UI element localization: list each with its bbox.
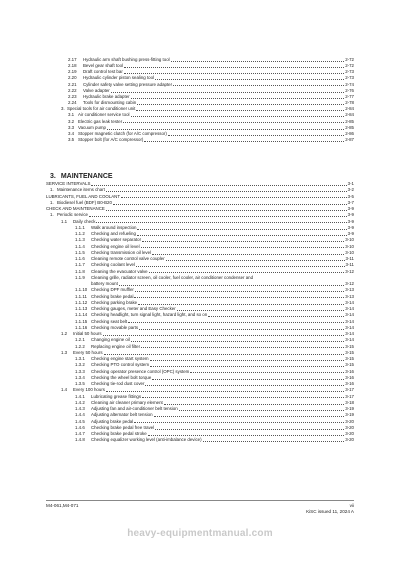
toc-entry[interactable] — [0, 350, 400, 356]
toc-entry-page: 2-72 — [345, 57, 354, 62]
toc-entry[interactable] — [0, 306, 400, 312]
toc-entry-page: 3-17 — [345, 387, 354, 393]
toc-entry-number: 1.4.3 — [75, 406, 85, 411]
toc-entry-number: 1.1.8 — [75, 268, 85, 274]
toc-leader-dots — [164, 404, 344, 405]
toc-entry-page: 3-14 — [345, 306, 354, 311]
toc-entry[interactable] — [0, 131, 400, 137]
toc-entry[interactable] — [0, 106, 400, 112]
toc-entry-number: 1.2.2 — [75, 343, 85, 349]
toc-entry-page: 3-20 — [345, 424, 354, 430]
toc-entry-page: 3-13 — [345, 293, 354, 299]
toc-entry[interactable] — [0, 137, 400, 143]
footer-page-info — [306, 503, 354, 515]
toc-entry-label-continued: battery mount — [91, 281, 118, 286]
toc-entry-page: 3-14 — [345, 312, 354, 318]
toc-entry[interactable] — [0, 112, 400, 118]
toc-entry-number: 1.1.3 — [75, 237, 85, 243]
toc-entry[interactable] — [0, 381, 400, 387]
toc-entry-label: Replacing engine oil filter — [91, 343, 141, 349]
toc-entry[interactable] — [0, 400, 400, 406]
toc-entry[interactable] — [0, 387, 400, 393]
toc-leader-dots — [106, 391, 344, 392]
toc-entry-page: 3-14 — [345, 331, 354, 336]
toc-entry-label: Stopper magnetic clutch (for A/C compressor) — [78, 130, 167, 136]
toc-entry-label: Checking brake pedal stroke — [91, 431, 147, 436]
toc-entry[interactable] — [0, 88, 400, 94]
toc-leader-dots — [138, 304, 344, 305]
toc-entry-page: 2-85 — [345, 124, 354, 130]
toc-entry-label: Cleaning the evacuator valve — [91, 268, 148, 274]
toc-entry-page: 3-5 — [347, 193, 354, 199]
toc-entry-label: Checking parking brake — [91, 299, 138, 305]
toc-leader-dots — [104, 354, 344, 355]
toc-entry-number: 1.4.7 — [75, 431, 85, 436]
toc-entry-label: Checking DPF muffler — [91, 287, 134, 293]
toc-entry-label: Checking tie-rod dust cover — [91, 381, 145, 386]
toc-entry-label: Biodiesel fuel (BDF) B0-B20 — [57, 199, 112, 205]
toc-leader-dots — [155, 429, 344, 430]
toc-entry[interactable] — [0, 431, 400, 437]
toc-leader-dots — [119, 285, 344, 286]
toc-entry-page: 3-2 — [347, 187, 354, 193]
toc-leader-dots — [152, 379, 344, 380]
toc-entry-page: 3-14 — [345, 324, 354, 330]
toc-entry[interactable] — [0, 63, 400, 69]
toc-entry-number: 2.21 — [68, 81, 77, 87]
toc-leader-dots — [142, 241, 344, 242]
toc-entry-label: Checking PTO control system — [91, 362, 149, 368]
toc-entry-number: 1.4.2 — [75, 399, 85, 405]
toc-entry[interactable] — [0, 206, 400, 212]
toc-entry[interactable] — [0, 394, 400, 400]
toc-entry-page: 3-10 — [345, 243, 354, 249]
toc-entry[interactable] — [0, 69, 400, 75]
toc-entry-page: 3-16 — [345, 368, 354, 374]
toc-leader-dots — [150, 366, 344, 367]
toc-entry-label: Draft control test bar — [83, 69, 123, 75]
toc-entry-number: 1.1.16 — [75, 324, 88, 330]
toc-entry[interactable] — [0, 269, 400, 275]
toc-entry-number: 1.1.6 — [75, 256, 85, 261]
toc-leader-dots — [142, 397, 344, 398]
toc-entry-page: 3-18 — [345, 399, 354, 405]
toc-entry-continuation[interactable] — [0, 281, 400, 287]
toc-entry-page: 2-78 — [345, 100, 354, 106]
toc-entry-number: 1.4.1 — [75, 393, 85, 399]
toc-leader-dots — [154, 416, 344, 417]
toc-entry[interactable] — [0, 119, 400, 125]
toc-entry[interactable] — [0, 369, 400, 375]
toc-entry-page: 2-73 — [345, 69, 354, 75]
toc-entry-label: Checking brake pedal free travel — [91, 424, 155, 430]
toc-entry[interactable] — [0, 356, 400, 362]
toc-leader-dots — [111, 92, 344, 93]
toc-entry-label: Adjusting alternator belt tension — [91, 412, 153, 418]
toc-leader-dots — [106, 191, 347, 192]
toc-entry-number: 1.1.5 — [75, 249, 85, 255]
toc-entry-label: Cylinder safety valve setting pressure adapter — [83, 81, 173, 87]
toc-leader-dots — [121, 197, 347, 198]
watermark-text: heavy-equipmentmanual.com — [127, 528, 273, 539]
toc-entry-page: 3-12 — [345, 281, 354, 286]
toc-entry-page: 3-14 — [345, 337, 354, 343]
toc-entry[interactable] — [0, 100, 400, 106]
footer-model: M4-061,M4-071 — [46, 503, 79, 508]
toc-entry[interactable] — [0, 312, 400, 318]
toc-entry-label: Daily check — [73, 218, 96, 224]
toc-entry-number: 1.3.3 — [75, 368, 85, 374]
toc-entry-page: 3-9 — [347, 218, 354, 224]
toc-entry-page: 3-9 — [347, 206, 354, 211]
toc-entry-number: 1. — [50, 187, 54, 193]
toc-leader-dots — [168, 135, 344, 136]
toc-entry[interactable] — [0, 256, 400, 262]
toc-entry[interactable] — [0, 231, 400, 237]
toc-entry-page: 3-14 — [345, 299, 354, 305]
toc-entry-number: 2.18 — [68, 63, 77, 69]
toc-entry-page: 3-19 — [345, 412, 354, 418]
toc-entry-page: 3-11 — [345, 256, 354, 261]
toc-entry-number: 1.1.10 — [75, 287, 88, 293]
toc-entry-page: 3-10 — [345, 237, 354, 243]
toc-entry-label: Checking operator presence control (OPC) system — [91, 368, 190, 374]
toc-entry-page: 2-84 — [345, 106, 354, 112]
toc-entry-number: 1.1.11 — [75, 293, 87, 299]
toc-entry[interactable] — [0, 406, 400, 412]
toc-entry-label: Air conditioner service tool — [78, 112, 130, 118]
toc-entry-label: LUBRICANTS, FUEL AND COOLANT — [46, 193, 121, 199]
toc-entry[interactable] — [0, 419, 400, 425]
toc-entry-page: 2-77 — [345, 93, 354, 99]
toc-entry[interactable] — [0, 262, 400, 268]
toc-entry[interactable] — [0, 75, 400, 81]
toc-leader-dots — [134, 297, 344, 298]
toc-entry-label: Checking headlight, turn signal light, hazard light, and so on — [91, 312, 208, 318]
toc-entry-number: 3.5 — [68, 136, 75, 142]
toc-entry-number: 1.2.1 — [75, 337, 85, 343]
toc-entry[interactable] — [0, 212, 400, 218]
toc-entry[interactable] — [0, 437, 400, 443]
toc-entry-label: Tools for dismounting cabin — [83, 100, 137, 106]
toc-entry-label: Cleaning remote control valve coupler — [91, 256, 165, 261]
toc-leader-dots — [141, 247, 344, 248]
toc-entry-page: 3-10 — [345, 249, 354, 255]
toc-entry-page: 2-84 — [345, 112, 354, 118]
toc-entry-label: Stopper bolt (for A/C compressor) — [78, 136, 144, 142]
toc-entry-label: Cleaning grille, radiator screen, oil cooler, fuel cooler, air conditioner condenser and — [91, 274, 254, 280]
toc-entry-label: Checking movable parts — [91, 324, 139, 330]
toc-entry-label: Checking the wheel bolt torque — [91, 374, 152, 380]
toc-leader-dots — [179, 410, 344, 411]
toc-entry-number: 1.3.1 — [75, 356, 85, 361]
toc-entry-number: 1.3.2 — [75, 362, 85, 368]
toc-leader-dots — [123, 122, 344, 123]
toc-leader-dots — [136, 266, 345, 267]
toc-leader-dots — [89, 216, 347, 217]
toc-entry-page: 2-87 — [345, 136, 354, 142]
toc-entry[interactable] — [0, 244, 400, 250]
toc-entry-page: 3-15 — [345, 356, 354, 361]
toc-leader-dots — [149, 272, 344, 273]
toc-entry-label: Special tools for air conditioner unit — [67, 106, 136, 112]
toc-entry[interactable] — [0, 194, 400, 200]
toc-leader-dots — [96, 222, 347, 223]
toc-entry-number: 2.20 — [68, 75, 77, 81]
toc-leader-dots — [137, 104, 344, 105]
toc-entry-number: 2.17 — [68, 57, 77, 62]
toc-entry-page: 3-9 — [347, 212, 354, 218]
toc-entry-number: 1.4.8 — [75, 437, 85, 443]
toc-leader-dots — [173, 85, 344, 86]
toc-entry-label: Checking engine oil level — [91, 243, 140, 249]
toc-entry-number: 1.4.6 — [75, 424, 85, 430]
toc-entry-label: Hydraulic cylinder piston sealing tool — [83, 75, 155, 81]
toc-entry-page: 3-16 — [345, 381, 354, 386]
toc-entry[interactable] — [0, 94, 400, 100]
toc-leader-dots — [131, 341, 344, 342]
toc-entry-number: 3.3 — [68, 124, 75, 130]
toc-leader-dots — [91, 185, 347, 186]
toc-entry-number: 1.1.4 — [75, 243, 85, 249]
toc-entry-number: 1.1 — [61, 218, 68, 224]
toc-entry-page: 2-72 — [345, 63, 354, 69]
chapter-title: MAINTENANCE — [60, 173, 113, 180]
toc-leader-dots — [203, 441, 344, 442]
footer-issue: KiSC issued 11, 2024 A — [306, 509, 354, 514]
toc-entry-number: 3. — [61, 106, 65, 112]
toc-entry-label: Changing engine oil — [91, 337, 130, 343]
toc-entry-page: 3-7 — [347, 199, 354, 205]
toc-entry-number: 1.4 — [61, 387, 68, 393]
toc-entry-number: 1.3.4 — [75, 374, 85, 380]
toc-entry-number: 3.4 — [68, 130, 75, 136]
toc-entry[interactable] — [0, 362, 400, 368]
toc-entry-page: 3-20 — [345, 431, 354, 436]
toc-entry[interactable] — [0, 225, 400, 231]
toc-entry-label: Every 100 hours — [73, 387, 105, 393]
toc-entry-number: 2.19 — [68, 69, 77, 75]
toc-entry[interactable] — [0, 344, 400, 350]
toc-entry[interactable] — [0, 375, 400, 381]
toc-entry-label: CHECK AND MAINTENANCE — [46, 206, 105, 211]
toc-entry[interactable] — [0, 300, 400, 306]
toc-entry-number: 1.4.4 — [75, 412, 85, 418]
toc-entry-label: Checking transmission oil level — [91, 249, 152, 255]
toc-entry-number: 2.24 — [68, 100, 77, 106]
toc-entry-label: Walk around inspection — [91, 224, 137, 230]
toc-entry-label: Cleaning air cleaner primary element — [91, 399, 163, 405]
toc-entry[interactable] — [0, 294, 400, 300]
toc-entry[interactable] — [0, 337, 400, 343]
toc-leader-dots — [106, 210, 347, 211]
toc-entry[interactable] — [0, 57, 400, 63]
toc-leader-dots — [107, 129, 344, 130]
toc-leader-dots — [131, 98, 344, 99]
toc-entry-page: 3-15 — [345, 349, 354, 355]
toc-entry-label: Adjusting brake pedal — [91, 418, 134, 424]
toc-entry[interactable] — [0, 250, 400, 256]
toc-entry-page: 2-73 — [345, 75, 354, 81]
toc-entry[interactable] — [0, 331, 400, 337]
footer-divider — [46, 500, 354, 501]
toc-leader-dots — [136, 110, 344, 111]
toc-entry-page: 3-12 — [345, 268, 354, 274]
toc-leader-dots — [124, 67, 344, 68]
toc-entry[interactable] — [0, 219, 400, 225]
toc-leader-dots — [148, 435, 344, 436]
toc-entry[interactable] — [0, 125, 400, 131]
toc-entry-number: 1.1.7 — [75, 262, 85, 268]
toc-entry[interactable] — [0, 200, 400, 206]
toc-entry-page: 3-15 — [345, 343, 354, 349]
toc-leader-dots — [208, 316, 344, 317]
toc-entry-number: 1.1.12 — [75, 299, 88, 305]
toc-entry-label: Checking water separator — [91, 237, 142, 243]
toc-entry-page: 3-13 — [345, 287, 354, 293]
toc-entry-page: 3-9 — [347, 231, 354, 236]
toc-entry-page: 3-11 — [345, 262, 354, 268]
toc-entry-number: 1.1.14 — [75, 312, 88, 318]
toc-entry-number: 1.1.1 — [75, 224, 85, 230]
toc-entry-label: Initial 50 hours — [73, 331, 102, 336]
toc-entry-page: 3-15 — [345, 362, 354, 368]
toc-entry-number: 1.2 — [61, 331, 68, 336]
toc-leader-dots — [139, 329, 344, 330]
toc-entry-label: Lubricating grease fittings — [91, 393, 142, 399]
toc-leader-dots — [137, 229, 347, 230]
toc-entry-label: Every 50 hours — [73, 349, 103, 355]
toc-entry-number: 1.4.5 — [75, 418, 85, 424]
toc-entry-page: 3-14 — [345, 318, 354, 324]
toc-entry-label: Valve adapter — [83, 87, 110, 93]
chapter-number: 3. — [50, 173, 56, 180]
toc-entry-number: 1. — [50, 199, 54, 205]
toc-entry-number: 2.23 — [68, 93, 77, 99]
toc-entry-label: Checking equalizer working level (anti-imbalance device) — [91, 437, 202, 443]
toc-leader-dots — [134, 422, 344, 423]
toc-leader-dots — [171, 61, 344, 62]
toc-leader-dots — [135, 291, 344, 292]
toc-entry-label: Maintenance items chart — [57, 187, 105, 193]
toc-leader-dots — [177, 310, 344, 311]
toc-entry-number: 1.1.15 — [75, 318, 88, 324]
toc-entry-number: 3.1 — [68, 112, 75, 118]
toc-entry-page: 2-85 — [345, 118, 354, 124]
toc-leader-dots — [190, 372, 344, 373]
toc-entry-page: 2-74 — [345, 81, 354, 87]
toc-entry-label: Periodic service — [57, 212, 88, 218]
chapter-heading — [50, 173, 118, 181]
toc-entry-page: 3-9 — [347, 224, 354, 230]
toc-leader-dots — [150, 360, 344, 361]
toc-entry-page: 3-20 — [345, 437, 354, 443]
toc-entry-number: 2.22 — [68, 87, 77, 93]
toc-entry-label: Checking coolant level — [91, 262, 135, 268]
toc-leader-dots — [131, 116, 344, 117]
toc-entry[interactable] — [0, 412, 400, 418]
toc-leader-dots — [145, 385, 344, 386]
toc-entry-label: Hydraulic arm shaft bushing press-fitting tool — [83, 57, 170, 62]
toc-leader-dots — [144, 141, 344, 142]
toc-leader-dots — [155, 79, 344, 80]
toc-entry[interactable] — [0, 181, 400, 187]
toc-entry-page: 3-20 — [345, 418, 354, 424]
toc-entry-label: Checking engine start system — [91, 356, 149, 361]
toc-entry-number: 1.1.13 — [75, 306, 88, 311]
footer-page-number: vii — [349, 503, 354, 508]
toc-entry-label: Hydraulic brake adapter — [83, 93, 130, 99]
toc-leader-dots — [166, 260, 345, 261]
toc-entry-page: 2-76 — [345, 87, 354, 93]
toc-entry[interactable] — [0, 82, 400, 88]
toc-entry-label: SERVICE INTERVALS — [46, 181, 91, 186]
toc-entry-page: 3-1 — [347, 181, 354, 186]
toc-entry-label: Checking seat belt — [91, 318, 128, 324]
toc-entry-label: Checking brake pedal — [91, 293, 134, 299]
toc-entry-page: 3-19 — [345, 406, 354, 411]
toc-leader-dots — [103, 335, 344, 336]
toc-entry-label: Adjusting fan and air-conditioner belt tension — [91, 406, 178, 411]
toc-entry-number: 1.3.5 — [75, 381, 85, 386]
toc-entry-number: 1.3 — [61, 349, 68, 355]
toc-leader-dots — [152, 254, 344, 255]
toc-entry-label: Bevel gear shaft tool — [83, 63, 124, 69]
toc-entry[interactable] — [0, 237, 400, 243]
toc-leader-dots — [128, 322, 344, 323]
toc-entry[interactable] — [0, 425, 400, 431]
toc-entry[interactable] — [0, 275, 400, 281]
toc-leader-dots — [137, 235, 347, 236]
toc-entry-page: 2-86 — [345, 130, 354, 136]
toc-entry[interactable] — [0, 287, 400, 293]
toc-entry-label: Electric gas leak tester — [78, 118, 123, 124]
toc-leader-dots — [124, 73, 344, 74]
toc-entry-label: Vacuum pump — [78, 124, 106, 130]
toc-entry-number: 1. — [50, 212, 54, 218]
toc-entry-number: 1.1.9 — [75, 274, 85, 280]
toc-entry-page: 3-17 — [345, 393, 354, 399]
toc-entry-page: 3-16 — [345, 374, 354, 380]
toc-entry-label: Checking gauges, meter and Easy Checker — [91, 306, 176, 311]
toc-entry[interactable] — [0, 319, 400, 325]
toc-entry[interactable] — [0, 187, 400, 193]
toc-leader-dots — [141, 347, 344, 348]
toc-entry[interactable] — [0, 325, 400, 331]
toc-entry-number: 1.1.2 — [75, 231, 85, 236]
toc-leader-dots — [113, 204, 347, 205]
toc-entry-label: Checking and refueling — [91, 231, 136, 236]
toc-entry-number: 3.2 — [68, 118, 75, 124]
